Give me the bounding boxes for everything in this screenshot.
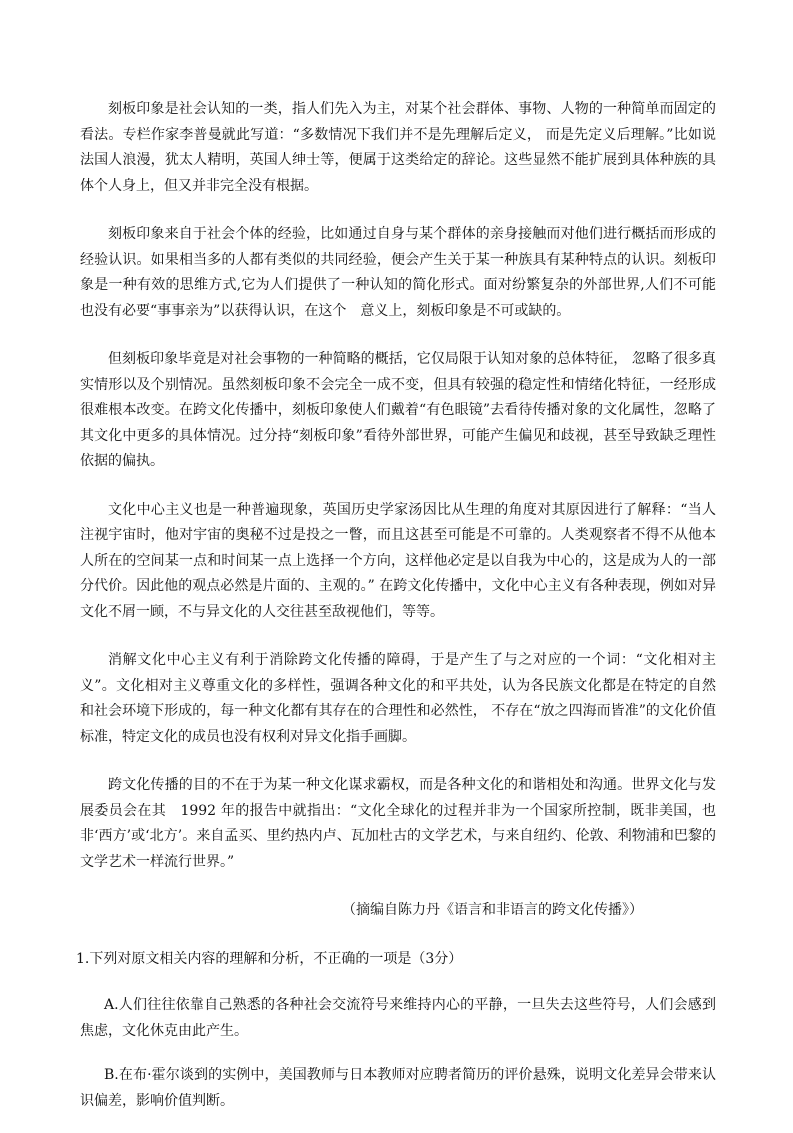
article-source: （摘编自陈力丹《语言和非语言的跨文化传播》） (342, 902, 643, 918)
article-paragraph-3: 但刻板印象毕竟是对社会事物的一种简略的概括，它仅局限于认知对象的总体特征， 忽略了很多真实情形以及个别情况。虽然刻板印象不会完全一成不变，但具有较强的稳定性和情绪化特征，一经形成很难根本改变。在跨文化传播中，刻板印象使人们戴着“有色眼镜”去看待传播对象的文化属性，忽略了其文化中更多的具体情况。过分持“刻板印象”看待外部世界，可能产生偏见和歧视，甚至导致缺乏理性依据的偏执。 (80, 351, 716, 469)
question-option-b: B.在布·霍尔谈到的实例中，美国教师与日本教师对应聘者简历的评价悬殊，说明文化差异会带来认识偏差，影响价值判断。 (80, 1067, 716, 1109)
article-paragraph-2: 刻板印象来自于社会个体的经验，比如通过自身与某个群体的亲身接触而对他们进行概括而形成的经验认识。如果相当多的人都有类似的共同经验，便会产生关于某一种族具有某种特点的认识。刻板印象是一种有效的思维方式,它为人们提供了一种认知的简化形式。面对纷繁复杂的外部世界,人们不可能也没有必要“事事亲为”以获得认识，在这个 意义上，刻板印象是不可或缺的。 (80, 226, 716, 319)
article-paragraph-4: 文化中心主义也是一种普遍现象，英国历史学家汤因比从生理的角度对其原因进行了解释：“当人注视宇宙时，他对宇宙的奥秘不过是投之一瞥，而且这甚至可能是不可靠的。人类观察者不得不从他本人所在的空间某一点和时间某一点上选择一个方向，这样他必定是以自我为中心的，这是成为人的一部分代价。因此他的观点必然是片面的、主观的。” 在跨文化传播中，文化中心主义有各种表现，例如对异文化不屑一顾，不与异文化的人交往甚至敌视他们，等等。 (80, 501, 716, 620)
question-stem: 1.下列对原文相关内容的理解和分析，不正确的一项是（3分） (76, 950, 463, 967)
question-option-a: A.人们往往依靠自己熟悉的各种社会交流符号来维持内心的平静，一旦失去这些符号，人们会感到焦虑，文化休克由此产生。 (80, 997, 716, 1039)
article-paragraph-6: 跨文化传播的目的不在于为某一种文化谋求霸权，而是各种文化的和谐相处和沟通。世界文化与发展委员会在其 1992 年的报告中就指出：“文化全球化的过程并非为一个国家所控制，既非美国，也非‘西方’或‘北方’。来自孟买、里约热内卢、瓦加杜古的文学艺术，与来自纽约、伦敦、利物浦和巴黎的文学艺术一样流行世界。” (80, 777, 716, 870)
article-paragraph-1: 刻板印象是社会认知的一类，指人们先入为主，对某个社会群体、事物、人物的一种简单而固定的看法。专栏作家李普曼就此写道：“多数情况下我们并不是先理解后定义， 而是先定义后理解。”比如说法国人浪漫，犹太人精明，英国人绅士等，便属于这类给定的辞论。这些显然不能扩展到具体种族的具体个人身上，但又并非完全没有根据。 (80, 101, 716, 194)
document-page (76, 97, 716, 1133)
article-paragraph-5: 消解文化中心主义有利于消除跨文化传播的障碍，于是产生了与之对应的一个词：“文化相对主义”。文化相对主义尊重文化的多样性，强调各种文化的和平共处，认为各民族文化都是在特定的自然和社会环境下形成的，每一种文化都有其存在的合理性和必然性， 不存在“放之四海而皆准”的文化价值标准，特定文化的成员也没有权利对异文化指手画脚。 (80, 652, 716, 745)
